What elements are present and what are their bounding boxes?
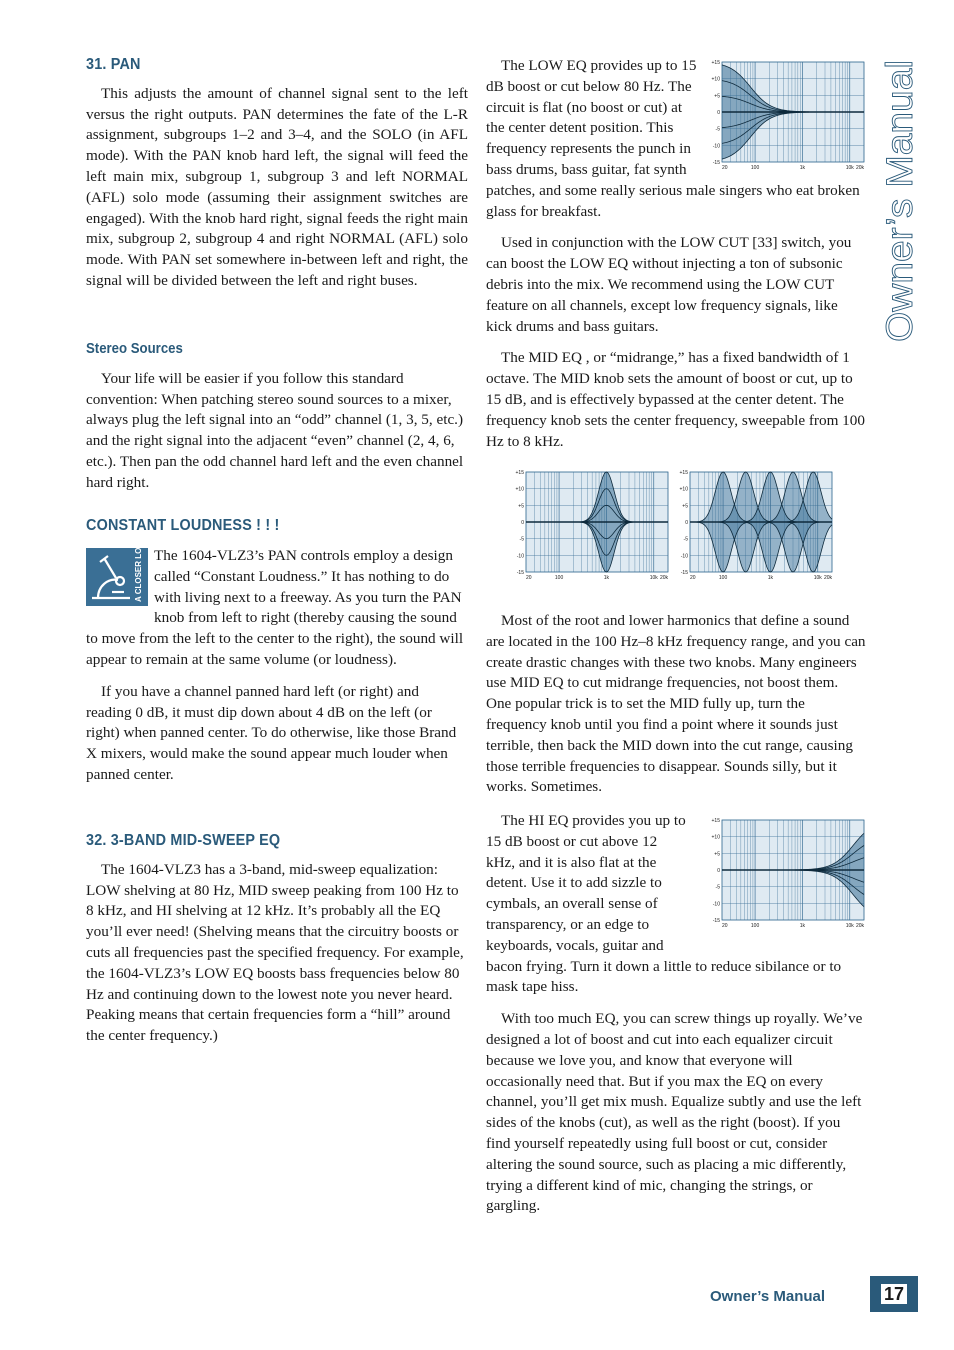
y-tick-label: -15 — [712, 918, 720, 924]
subheading-stereo-sources: Stereo Sources — [86, 340, 183, 357]
x-tick-label: 20k — [855, 165, 864, 171]
y-tick-label: +10 — [515, 486, 524, 493]
x-tick-label: 20 — [690, 575, 696, 581]
y-tick-label: -5 — [715, 884, 720, 891]
x-tick-label: 100 — [718, 575, 728, 581]
page-number-box — [870, 1276, 918, 1312]
x-tick-label: 1k — [767, 575, 774, 581]
pan-paragraph: This adjusts the amount of channel signal sent to the left versus the right outputs. PAN determines the fate of the L-R assignment, subgroups 1–2 and 3–4, and the SOLO (in AFL mode). With the PAN knob hard left, the signal will feed the left main mix, subgroup 1, subgroup 3 and left NORMAL (AFL) solo mode (assuming their assignment switches are engaged). With the knob hard right, signal feeds the right main mix, subgroup 2, subgroup 4 and right NORMAL (AFL) solo mode. With PAN set somewhere in-between left and right, the signal will be divided between the left and right buses. — [86, 84, 468, 289]
y-tick-label: +5 — [714, 851, 720, 858]
y-tick-label: +5 — [682, 503, 688, 510]
mid-eq-chart — [512, 466, 672, 586]
pan-section — [86, 55, 468, 292]
low-eq-paragraph: The LOW EQ provides up to 15 dB boost or cut below 80 Hz. The circuit is flat (no boost or cut) at the center detent position. This frequency represents the punch in bass drums, bass guitar, fat synth patches, and some really serious male singers who eat broken glass for breakfast. — [486, 57, 860, 220]
x-tick-label: 100 — [554, 575, 564, 581]
constant-loudness-section — [86, 516, 468, 537]
x-tick-label: 1k — [603, 575, 610, 581]
constant-paragraph-1: The 1604-VLZ3’s PAN controls employ a design called “Constant Loudness.” It has nothing to do with living next to a freeway. As you turn the PAN knob from left to right (thereby causing the sound to move from the left to the center to the right), the sound will appear to remain at the same volume (or loudness). — [86, 547, 464, 668]
x-tick-label: 1k — [799, 923, 806, 929]
x-tick-label: 20 — [722, 923, 728, 929]
y-tick-label: -5 — [519, 536, 524, 543]
low-cut-paragraph: Used in conjunction with the LOW CUT [33] switch, you can boost the LOW EQ without injecting a ton of subsonic debris into the mix. We recommend using the LOW CUT feature on all channels, except low frequency signals, like kick drums and bass guitars. — [486, 234, 852, 335]
closer-look-label: A CLOSER LOOK — [134, 548, 143, 602]
y-tick-label: -15 — [680, 570, 688, 576]
x-tick-label: 10k — [845, 165, 854, 171]
y-tick-label: -15 — [712, 160, 720, 166]
y-tick-label: +15 — [679, 470, 688, 476]
y-tick-label: +15 — [711, 60, 720, 66]
y-tick-label: -10 — [712, 901, 720, 908]
y-tick-label: +10 — [679, 486, 688, 493]
y-tick-label: -10 — [516, 553, 524, 560]
x-tick-label: 1k — [799, 165, 806, 171]
eq-paragraph: The 1604-VLZ3 has a 3-band, mid-sweep equalization: LOW shelving at 80 Hz, MID sweep peaking from 100 Hz to 8 kHz, and HI shelving at 12 kHz. It’s probably all the EQ you’ll ever need! (Shelving means that the circuitry boosts or cuts all frequencies past the specified frequency. For example, the 1604-VLZ3’s LOW EQ boosts bass frequencies below 80 Hz and continuing down to the lowest note you never heard. Peaking means that certain frequencies form a “hill” around the center frequency.) — [86, 860, 464, 1045]
x-tick-label: 10k — [845, 923, 854, 929]
y-tick-label: +5 — [714, 93, 720, 100]
x-tick-label: 100 — [750, 165, 760, 171]
page-number: 17 — [881, 1284, 907, 1304]
side-title — [876, 52, 926, 342]
y-tick-label: -5 — [715, 126, 720, 133]
side-title-text: Owner’s Manual — [879, 73, 920, 342]
y-tick-label: -15 — [516, 570, 524, 576]
harmonics-section — [486, 611, 866, 798]
y-tick-label: -10 — [712, 143, 720, 150]
y-tick-label: 0 — [521, 520, 524, 526]
stereo-section — [86, 339, 468, 494]
x-tick-label: 10k — [813, 575, 822, 581]
hi-eq-paragraph: The HI EQ provides you up to 15 dB boost or cut above 12 kHz, and it is also flat at the detent. Use it to add sizzle to cymbals, an overall sense of transparency, or an edge to keyboards, vocals, guitar and bacon frying. Turn it down a little to reduce sibilance or to mask tape hiss. — [486, 812, 842, 996]
x-tick-label: 20 — [722, 165, 728, 171]
y-tick-label: +5 — [518, 503, 524, 510]
x-tick-label: 10k — [649, 575, 658, 581]
too-much-eq-paragraph: With too much EQ, you can screw things up royally. We’ve designed a lot of boost and cut into each equalizer circuit because we love you, and know that everyone will occasionally need that. But if you max the EQ on every channel, you’ll get mix mush. Equalize subtly and use the left sides of the knobs (cut), as well as the right (boost). If you find yourself repeatedly using full boost or cut, consider altering the sound source, such as placing a mic differently, trying a different kind of mic, changing the strings, or gargling. — [486, 1010, 863, 1215]
y-tick-label: -5 — [683, 536, 688, 543]
hi-eq-chart — [708, 814, 870, 934]
x-tick-label: 20k — [823, 575, 832, 581]
x-tick-label: 20 — [526, 575, 532, 581]
x-tick-label: 100 — [750, 923, 760, 929]
constant-loudness-body — [86, 546, 468, 786]
mid-eq-paragraph: The MID EQ , or “midrange,” has a fixed bandwidth of 1 octave. The MID knob sets the amount of boost or cut, up to 15 dB, and is effectively bypassed at the center detent. The frequency knob sets the center frequency, sweepable from 100 Hz to 8 kHz. — [486, 349, 865, 450]
section-heading-constant-loudness: CONSTANT LOUDNESS ! ! ! — [86, 517, 280, 534]
mid-sweep-chart — [676, 466, 838, 586]
footer-label: Owner’s Manual — [710, 1288, 826, 1305]
section-heading-pan: 31. PAN — [86, 56, 141, 73]
stereo-paragraph: Your life will be easier if you follow this standard convention: When patching stereo sound sources to a mixer, always plug the left signal into an “odd” channel (1, 3, 5, etc.) and the right signal into the adjacent “even” channel (2, 4, 6, etc.). Then pan the odd channel hard left and the even channel hard right. — [86, 369, 464, 491]
y-tick-label: +15 — [515, 470, 524, 476]
y-tick-label: 0 — [717, 110, 720, 116]
y-tick-label: 0 — [717, 868, 720, 874]
low-eq-chart — [708, 56, 870, 176]
y-tick-label: +15 — [711, 818, 720, 824]
y-tick-label: -10 — [680, 553, 688, 560]
y-tick-label: +10 — [711, 76, 720, 83]
constant-paragraph-2: If you have a channel panned hard left (or right) and reading 0 dB, it must dip down about 4 dB on the left (or right) when panned center. To do otherwise, like those Brand X mixers, would make the sound appear much louder when panned center. — [86, 682, 457, 783]
x-tick-label: 20k — [855, 923, 864, 929]
y-tick-label: 0 — [685, 520, 688, 526]
section-heading-eq: 32. 3-BAND MID-SWEEP EQ — [86, 832, 281, 849]
y-tick-label: +10 — [711, 834, 720, 841]
x-tick-label: 20k — [659, 575, 668, 581]
eq-section — [86, 831, 468, 1047]
harmonics-paragraph: Most of the root and lower harmonics that define a sound are located in the 100 Hz–8 kHz frequency range, and you can create drastic changes with these two knobs. Many engineers use MID EQ to cut midrange frequencies, not boost them. One popular trick is to set the MID fully up, turn the frequency knob until you find a point where it sounds just terrible, then back the MID down into the cut range, causing those terrible frequencies to disappear. Sounds silly, but it works. Sometimes. — [486, 612, 866, 796]
